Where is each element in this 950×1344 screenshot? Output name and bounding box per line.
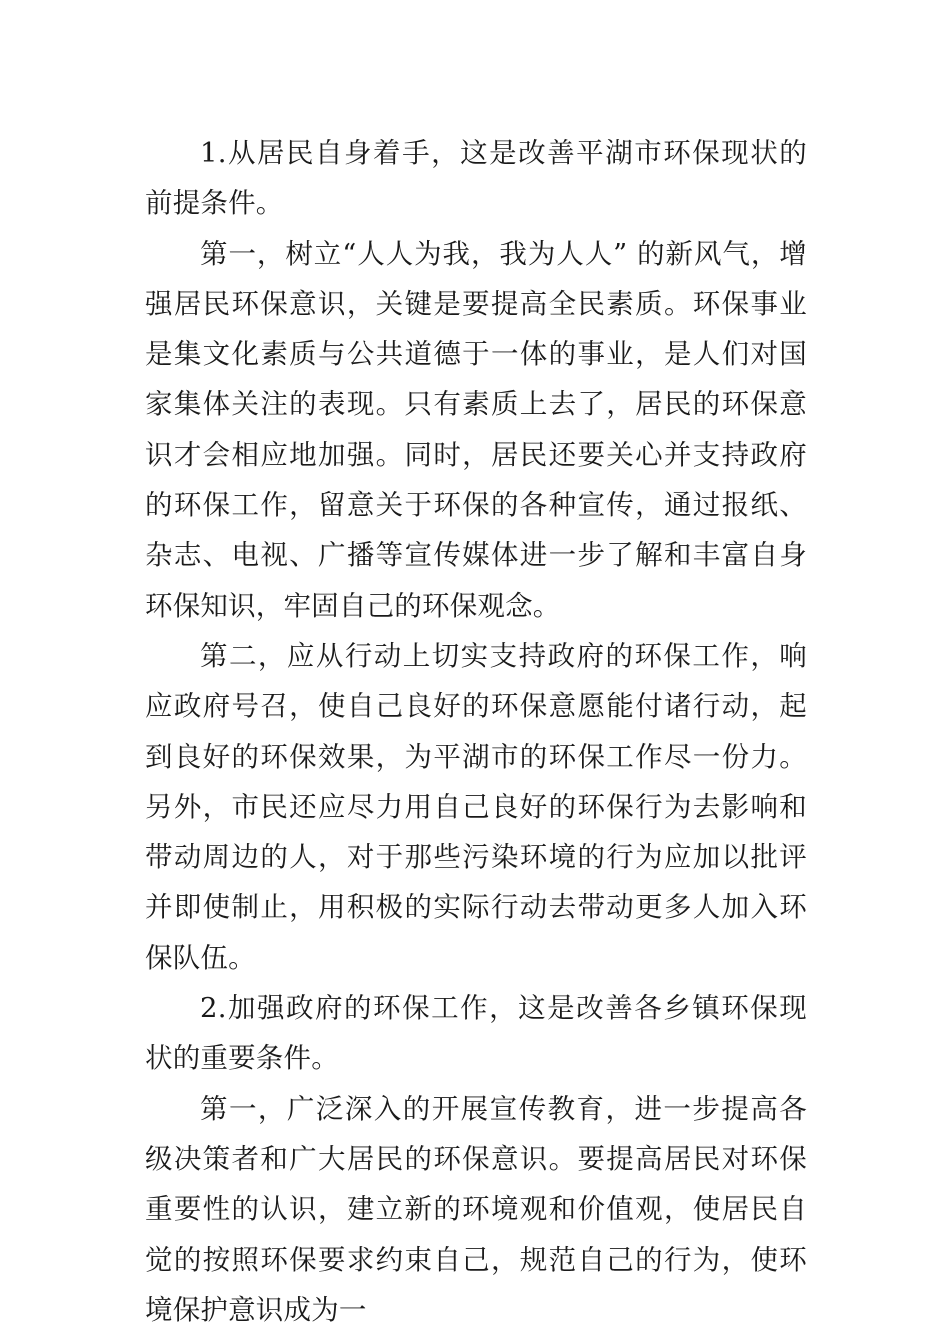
- paragraph-section-2-heading: 2.加强政府的环保工作，这是改善各乡镇环保现状的重要条件。: [145, 992, 807, 1075]
- document-body: [145, 128, 807, 1335]
- paragraph-first-point-awareness: 第一，树立“人人为我，我为人人” 的新风气，增强居民环保意识，关键是要提高全民素质。环保事业是集文化素质与公共道德于一体的事业，是人们对国家集体关注的表现。只有素质上去了，居民的环保意识才会相应地加强。同时，居民还要关心并支持政府的环保工作，留意关于环保的各种宣传，通过报纸、杂志、电视、广播等宣传媒体进一步了解和丰富自身环保知识，牢固自己的环保观念。: [145, 237, 807, 622]
- paragraph-second-point-action: 第二，应从行动上切实支持政府的环保工作，响应政府号召，使自己良好的环保意愿能付诸行动，起到良好的环保效果，为平湖市的环保工作尽一份力。另外，市民还应尽力用自己良好的环保行为去影响和带动周边的人，对于那些污染环境的行为应加以批评并即使制止，用积极的实际行动去带动更多人加入环保队伍。: [145, 639, 807, 974]
- paragraph-section-1-heading: 1.从居民自身着手，这是改善平湖市环保现状的前提条件。: [145, 137, 807, 220]
- paragraph-first-point-education: 第一，广泛深入的开展宣传教育，进一步提高各级决策者和广大居民的环保意识。要提高居民对环保重要性的认识，建立新的环境观和价值观，使居民自觉的按照环保要求约束自己，规范自己的行为，使环境保护意识成为一: [145, 1092, 807, 1326]
